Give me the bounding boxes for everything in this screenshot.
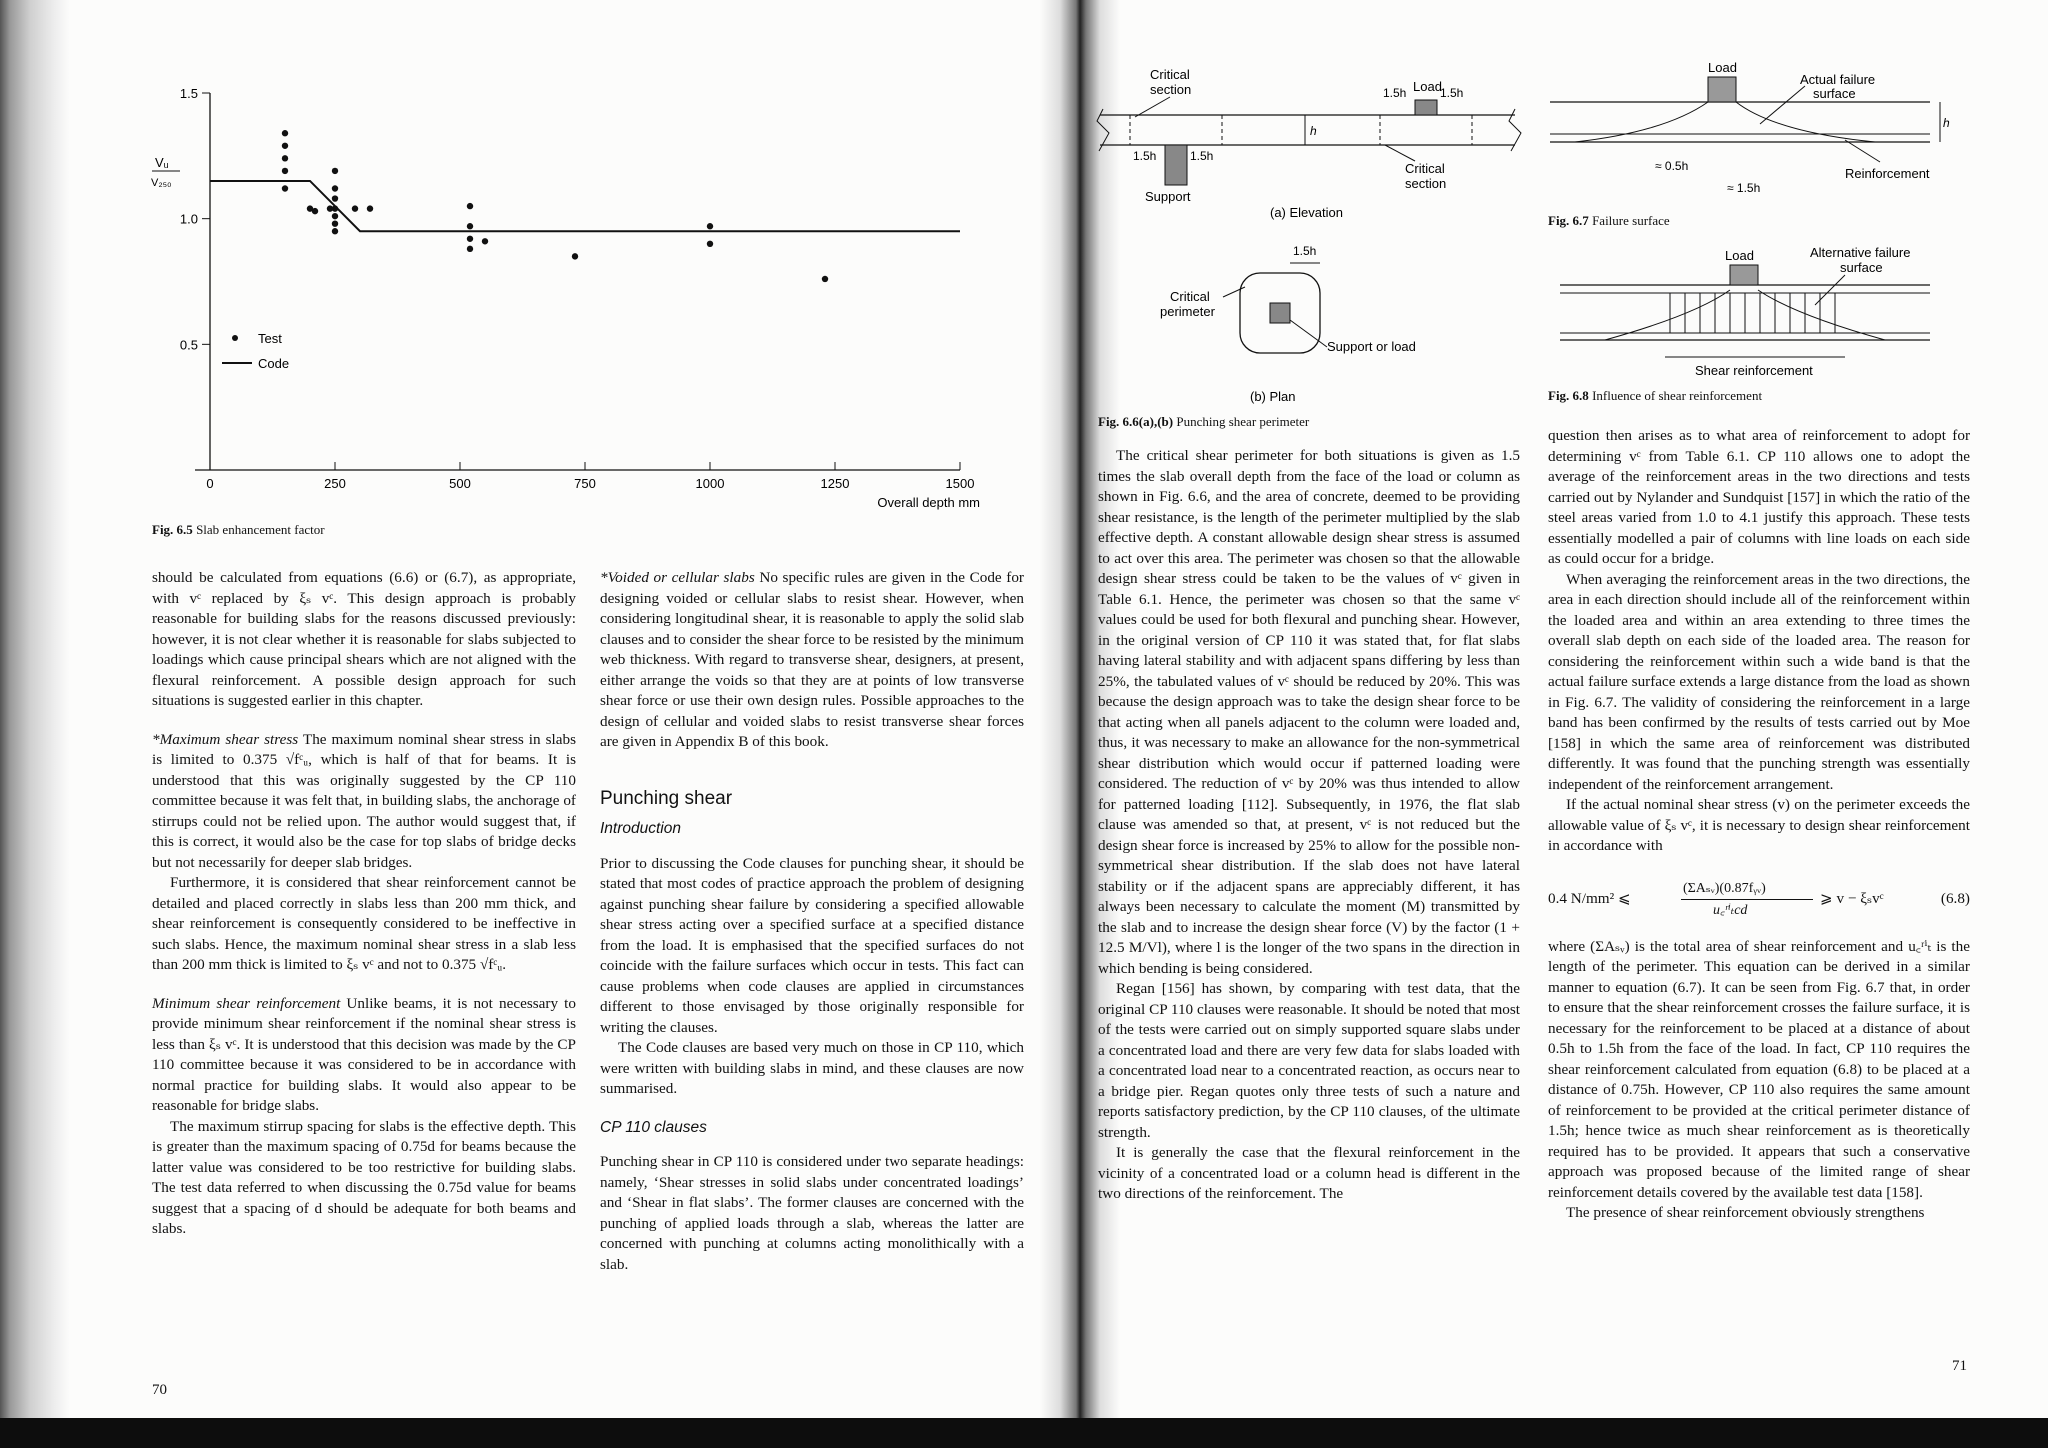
critical-perimeter-label-1: Critical [1170, 289, 1210, 304]
col2-paragraph-3: The Code clauses are based very much on those in CP 110, which were written with building slabs in mind, and these clauses are now summarised. [600, 1039, 1024, 1097]
col4-paragraph-3: If the actual nominal shear stress (v) on the perimeter exceeds the allowable value of ξₛ vᶜ, it is necessary to design shear reinforcement in accordance with [1548, 796, 1970, 854]
test-data-point [332, 168, 338, 174]
test-data-point [467, 203, 473, 209]
dim-15h-left-b: 1.5h [1190, 149, 1214, 163]
col1-paragraph-3: Furthermore, it is considered that shear reinforcement cannot be detailed and placed correctly in slabs less than 200 mm thick, and shear reinforcement is consequently considered to be ineffective in such slabs. Hence, the maximum nominal shear stress in a slab less than 200 mm thick is limited to ξₛ vᶜ and not to 0.375 √fᶜᵤ. [152, 874, 576, 973]
page-number-left: 70 [152, 1382, 167, 1398]
test-data-point [332, 228, 338, 234]
test-data-point [282, 168, 288, 174]
test-data-point [467, 236, 473, 242]
x-tick-label: 1000 [695, 476, 725, 491]
actual-failure-label-1: Actual failure [1800, 72, 1876, 87]
x-tick-label: 250 [324, 476, 346, 491]
y-axis-title-num: Vᵤ [155, 155, 169, 170]
test-data-point [332, 185, 338, 191]
reinforcement-leader [1845, 140, 1880, 162]
failure-surface-curve [1575, 102, 1875, 142]
fig-6-8-label: Fig. 6.8 [1548, 388, 1589, 403]
eq-fraction-bar [1681, 899, 1813, 900]
fig-6-8-diagram [1545, 245, 1955, 385]
fig-6-7-label: Fig. 6.7 [1548, 213, 1589, 228]
eq-numerator: (ΣAₛᵥ)(0.87fᵧᵥ) [1683, 880, 1766, 896]
plan-load-square [1270, 303, 1290, 323]
col2-lead-voided: *Voided or cellular slabs [600, 569, 755, 586]
fig-6-8-caption [1548, 388, 1762, 404]
critical-section-label-b-2: section [1405, 176, 1447, 191]
left-column-1 [152, 568, 576, 1240]
punching-shear-heading: Punching shear [600, 787, 733, 809]
col1-paragraph-1: should be calculated from equations (6.6) or (6.7), as appropriate, with vᶜ replaced by ξₛ vᶜ. This design approach is probably reasonable for building slabs for the reasons discussed previously: however, it is not clear whether it is reasonable for slabs subjected to loadings which cause principal shears which are not aligned with the flexural reinforcement. A possible design approach for such situations is suggested earlier in this chapter. [152, 569, 576, 709]
x-tick-label: 0 [206, 476, 214, 491]
legend-code-label: Code [258, 356, 290, 371]
y-tick-label: 1.5 [179, 86, 198, 101]
test-data-point [572, 253, 578, 259]
col4-paragraph-5: The presence of shear reinforcement obviously strengthens [1566, 1204, 1925, 1221]
fig-6-5-text: Slab enhancement factor [196, 522, 325, 537]
x-tick-label: 500 [449, 476, 471, 491]
col3-paragraph-1: The critical shear perimeter for both situations is given as 1.5 times the slab overall depth from the face of the load or column as shown in Fig. 6.6, and the area of concrete, deemed to be providing shear resistance, is the length of the perimeter multiplied by the slab effective depth. A constant allowable design shear stress is assumed to act over this area. The perimeter was chosen so that the allowable design shear stress could be taken to be the values of vᶜ given in Table 6.1. Hence, the perimeter was chosen so that the same vᶜ values could be used for both flexural and punching shear. However, in the original version of CP 110 it was stated that, for flat slabs having lateral stability and with adjacent spans differing by less than 25%, the tabulated values of vᶜ should be reduced by 20%. This was because the design approach was to take the design shear force to be that acting when all panels adjacent to the column were loaded and, thus, it was necessary to make an allowance for the non-symmetrical shear distribution which would occur if patterned loading were considered. The reduction of vᶜ by 20% was thus intended to allow for patterned loading [112]. Subsequently, in 1976, the flat slab clause was amended so that, at present, vᶜ is not reduced but the design shear force is increased by 25% to allow for the possible non-symmetrical shear distribution. If the slab does not have lateral stability or if the adjacent spans are appreciably different, it has always been necessary to calculate the moment (M) transmitted by the slab and to increase the design shear force (V) by the factor (1 + 12.5 M/Vl), where l is the longer of the two spans in the direction in which bending is being considered. [1098, 447, 1520, 977]
load-label: Load [1708, 62, 1737, 75]
alternative-failure-label-2: surface [1840, 260, 1883, 275]
test-data-point [282, 185, 288, 191]
test-data-point [332, 195, 338, 201]
actual-failure-leader [1760, 86, 1805, 124]
col4-paragraph-1: question then arises as to what area of reinforcement to adopt for determining vᶜ from Table 6.1. CP 110 allows one to adopt the average of the reinforcement areas in the two directions and tests carried out by Nylander and Sundquist [157] in which the ratio of the steel areas varied from 1.0 to 4.1 justify this approach. These tests essentially modelled a pair of columns with line loads on each side as could occur for a bridge. [1548, 427, 1970, 567]
critical-perimeter-label-2: perimeter [1160, 304, 1215, 319]
col2-paragraph-4: Punching shear in CP 110 is considered under two separate headings: namely, ‘Shear stresses in solid slabs under concentrated loadings’ and ‘Shear in flat slabs’. The former clauses are concerned with the punching of applied loads through a slab, whereas the latter are concerned with punching at columns acting monolithically with a slab. [600, 1153, 1024, 1273]
critical-section-leader-b [1385, 145, 1415, 161]
y-tick-label: 0.5 [179, 337, 198, 353]
critical-section-label-b-1: Critical [1405, 161, 1445, 176]
col3-paragraph-3: It is generally the case that the flexural reinforcement in the vicinity of a concentrated load or a column head is different in the two directions of the reinforcement. The [1098, 1144, 1520, 1202]
test-data-point [352, 205, 358, 211]
shear-reinforcement-svg [1545, 245, 1955, 385]
test-data-point [467, 223, 473, 229]
introduction-subheading: Introduction [600, 820, 681, 837]
binding-shadow-left [0, 0, 70, 1448]
dim-15h-right-a: 1.5h [1383, 86, 1407, 100]
fig-6-6-diagram [1095, 65, 1525, 405]
support-or-load-leader [1290, 320, 1327, 347]
fig-6-7-diagram [1545, 62, 1955, 212]
col1-lead-min-shear: Minimum shear reinforcement [152, 994, 341, 1012]
test-data-point [822, 276, 828, 282]
critical-section-label-a-1: Critical [1150, 67, 1190, 82]
load-block [1730, 265, 1758, 285]
fig-6-6-text: Punching shear perimeter [1176, 414, 1310, 429]
fig-6-7-text: Failure surface [1592, 213, 1670, 228]
test-data-point [332, 220, 338, 226]
test-data-point [707, 223, 713, 229]
right-column-2 [1548, 426, 1970, 1224]
dim-15h-left-a: 1.5h [1133, 149, 1157, 163]
col2-paragraph-1: No specific rules are given in the Code for designing voided or cellular slabs to resist shear. However, when considering longitudinal shear, it is reasonable to apply the solid slab clauses and to consider the shear force to be resisted by the minimum web thickness. With regard to transverse shear, designers, at present, either arrange the voids so that they are at points of low transverse shear force or use their own design rules. Possible approaches to the design of cellular and voided slabs to resist transverse shear forces are given in Appendix B of this book. [600, 569, 1024, 750]
slab-enhancement-chart [140, 75, 1000, 520]
col2-paragraph-2: Prior to discussing the Code clauses for punching shear, it should be stated that most codes of practice approach the problem of designing against punching shear failure by considering a specified allowable shear stress acting over a specified surface at a specified distance from the load. It is emphasised that the specified surfaces do not coincide with the failure surfaces which occur in tests. This fact can cause problems when code clauses are applied in circumstances different to those envisaged by those originally responsible for writing the clauses. [600, 854, 1024, 1036]
col4-paragraph-2: When averaging the reinforcement areas in the two directions, the area in each direction should include all of the reinforcement within the loaded area and within an area extending to three times the overall slab depth on each side of the loaded area. The reason for considering the reinforcement within such a wide band is that the actual failure surface extends a large distance from the load as shown in Fig. 6.7. The validity of considering the reinforcement in a large band has been confirmed by the results of tests carried out by Moe [158] in which the same area of reinforcement was distributed differently. It was found that the punching strength was essentially independent of the reinforcement arrangement. [1548, 570, 1970, 793]
col4-paragraph-4: where (ΣAₛᵥ) is the total area of shear reinforcement and u꜀ʳⁱₜ is the length of the perimeter. This equation can be derived in a similar manner to equation (6.7). It can be seen from Fig. 6.7 that, in order to ensure that the shear reinforcement crosses the failure surface, it is necessary for the reinforcement to be placed at a distance of about 0.5h to 1.5h from the face of the load. In fact, CP 110 requires the shear reinforcement calculated from equation (6.8) to be placed at a distance of 0.75h. However, CP 110 also requires the same amount of reinforcement to be provided at the critical perimeter distance of 1.5h; hence twice as much shear reinforcement as is theoretically required has to be provided. It appears that such a conservative approach was proposed because of the limited range of shear reinforcement details covered by the available test data [158]. [1548, 937, 1970, 1201]
support-label: Support [1145, 189, 1191, 204]
plan-dim-15h-label: 1.5h [1293, 244, 1317, 258]
plan-sublabel: (b) Plan [1250, 389, 1296, 404]
fig-6-8-text: Influence of shear reinforcement [1592, 388, 1763, 403]
fig-6-6-label: Fig. 6.6(a),(b) [1098, 414, 1174, 429]
y-tick-label: 1.0 [179, 211, 198, 227]
col1-paragraph-2: The maximum nominal shear stress in slabs is limited to 0.375 √fᶜᵤ, which is half of that for beams. It is understood that this was originally suggested by the CP 110 committee because it was felt that, in building slabs, the anchorage of stirrups could not be relied upon. The author would suggest that, if this is correct, it would also be the case for top slabs of bridge decks but not necessarily for deeper slab bridges. [152, 730, 576, 871]
right-column-1 [1098, 446, 1520, 1205]
fig-6-5-label: Fig. 6.5 [152, 522, 193, 537]
load-block [1708, 77, 1736, 102]
stirrups-group [1670, 293, 1835, 333]
load-block [1415, 100, 1437, 115]
support-column [1165, 145, 1187, 185]
fig-6-7-caption [1548, 213, 1670, 229]
test-data-point [482, 238, 488, 244]
col1-paragraph-4: Unlike beams, it is not necessary to provide minimum shear reinforcement if the nominal shear stress is less than ξₛ vᶜ. It is understood that this decision was made by the CP 110 committee because it was considered to be in accordance with normal practice for building slabs. It would also appear to be reasonable for bridge slabs. [152, 994, 576, 1114]
test-data-point [282, 143, 288, 149]
critical-section-leader-a [1135, 97, 1170, 117]
actual-failure-label-2: surface [1813, 86, 1856, 101]
failure-surface-svg [1545, 62, 1955, 212]
test-data-point [282, 130, 288, 136]
col1-lead-max-shear: *Maximum shear stress [152, 730, 299, 748]
test-data-point [367, 205, 373, 211]
y-axis-title-den: V₂₅₀ [151, 177, 172, 189]
test-data-point [707, 241, 713, 247]
test-data-point [327, 205, 333, 211]
alternative-failure-label-1: Alternative failure [1810, 245, 1911, 260]
elevation-sublabel: (a) Elevation [1270, 205, 1343, 220]
alternative-failure-leader [1815, 275, 1845, 305]
fig-6-5-caption [152, 522, 325, 538]
punching-shear-perimeter-svg [1095, 65, 1525, 405]
x-tick-label: 1250 [820, 476, 850, 491]
eq-right: ⩾ v − ξₛvᶜ [1820, 889, 1884, 907]
dim-15h-right-b: 1.5h [1440, 86, 1464, 100]
fig-6-6-caption [1098, 414, 1309, 430]
test-data-point [467, 246, 473, 252]
legend-test-label: Test [258, 331, 282, 346]
scan-bottom-edge [0, 1418, 2048, 1448]
test-data-point [312, 208, 318, 214]
fig-6-5-chart [140, 75, 1000, 520]
x-tick-label: 750 [574, 476, 596, 491]
shear-reinf-label: Shear reinforcement [1695, 363, 1813, 378]
col3-paragraph-2: Regan [156] has shown, by comparing with test data, that the original CP 110 clauses were reasonable. It should be noted that most of the tests were carried out on simply supported square slabs under a concentrated load and there are very few data for slabs loaded with a concentrated load near to a concentrated reaction, as occurs near to a bridge pier. Regan quotes only three tests of such a nature and reports satisfactory prediction, by the CP 110 clauses, of the ultimate strength. [1098, 980, 1520, 1141]
legend-test-marker [232, 335, 238, 341]
load-label: Load [1725, 248, 1754, 263]
test-data-point [282, 155, 288, 161]
code-series-line [210, 181, 960, 231]
support-or-load-label: Support or load [1327, 339, 1416, 354]
h-label-a: h [1310, 124, 1317, 138]
eq-left: 0.4 N/mm² ⩽ [1548, 889, 1631, 907]
h-label: h [1943, 116, 1950, 130]
x-tick-label: 1500 [945, 476, 975, 491]
critical-perimeter-leader [1223, 287, 1245, 297]
test-data-point [332, 213, 338, 219]
load-label-a: Load [1413, 79, 1442, 94]
critical-section-label-a-2: section [1150, 82, 1192, 97]
left-column-2 [600, 568, 1024, 1275]
eq-number: (6.8) [1940, 889, 1970, 907]
page-number-right: 71 [1952, 1358, 1967, 1374]
eq-denominator: u꜀ʳⁱₜcd [1713, 902, 1748, 918]
equation-6-8 [1548, 879, 1970, 919]
dim-05h-label: ≈ 0.5h [1655, 159, 1689, 173]
reinforcement-label: Reinforcement [1845, 166, 1930, 181]
col1-paragraph-5: The maximum stirrup spacing for slabs is the effective depth. This is greater than the maximum spacing of 0.75d for beams because the latter value was considered to be too restrictive for building slabs. The test data referred to when discussing the 0.75d value for beams suggest that a spacing of d should be adequate for both beams and slabs. [152, 1117, 576, 1237]
cp110-clauses-subheading: CP 110 clauses [600, 1118, 707, 1136]
dim-15h-label: ≈ 1.5h [1727, 181, 1761, 195]
x-axis-title: Overall depth mm [877, 495, 980, 510]
